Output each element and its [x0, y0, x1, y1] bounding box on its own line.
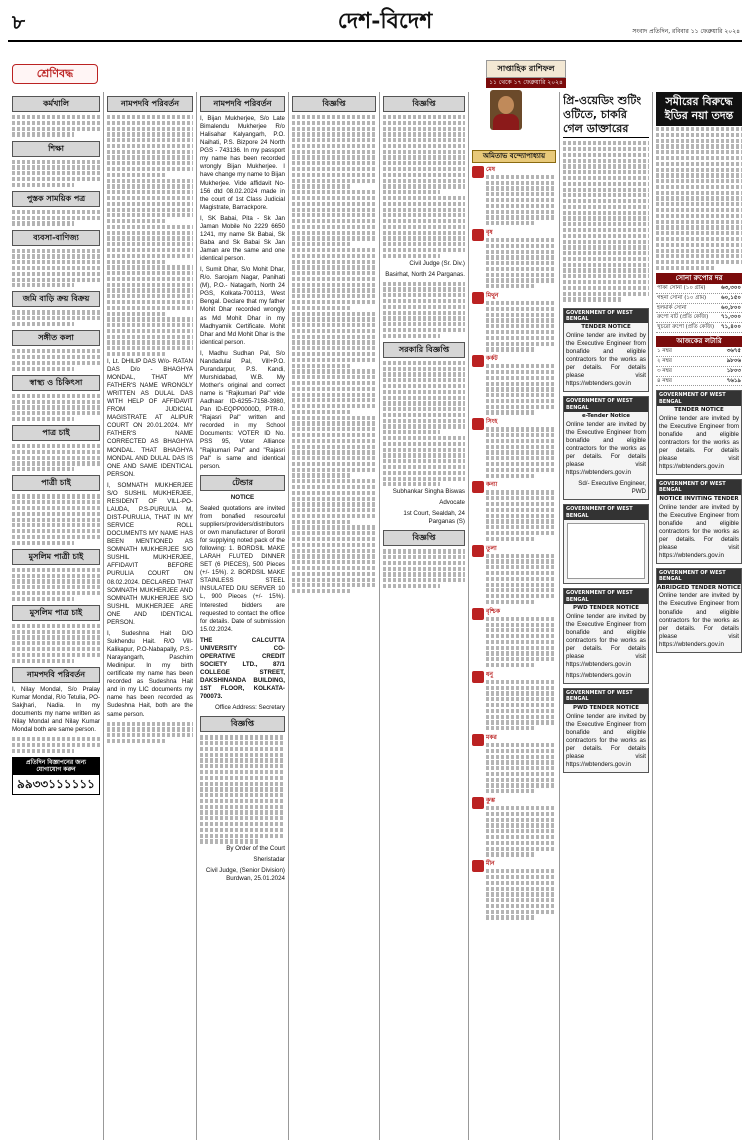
- table-row: [656, 347, 742, 357]
- column-rule: [288, 92, 289, 1140]
- zodiac-icon: [472, 481, 484, 493]
- govt-box-8: [656, 568, 742, 653]
- column-4: [292, 92, 376, 1140]
- zodiac-name: কন্যা: [486, 481, 498, 489]
- court-civil-judge: Civil Judge (Sr. Div.): [409, 259, 465, 267]
- column-rule: [103, 92, 104, 1140]
- zodiac-name: মিথুন: [486, 292, 499, 299]
- ad-sudeshna: I, Sudeshna Hait D/O Sukhendu Hait. R/O Vill-Kalikapur, P.O-Nabapally, P.S.-Narayangarh, Paschim Medinipur. In my birth certificate my name has been recorded as Sudeshna Hait and in my LIC documents my name has been recorded as Sudeshna Hait, both are the same person.: [107, 629, 193, 718]
- zodiac-icon: [472, 860, 484, 872]
- horoscope-entry: [472, 292, 556, 353]
- zodiac-icon: [472, 166, 484, 178]
- horoscope-entry: [472, 166, 556, 227]
- court-basirhat: Basirhat, North 24 Parganas.: [385, 270, 465, 278]
- govt-pwd-4: PWD TENDER NOTICE: [572, 604, 640, 611]
- zodiac-icon: [472, 671, 484, 683]
- row-label: ৪ নম্বর: [657, 377, 672, 384]
- astrologer-photo: [490, 90, 522, 130]
- govt-text-8: Online tender are invited by the Executive Engineer from bonafide and eligible contractors for the works as per details. For details please visit https://wbtenders.gov.in: [659, 592, 739, 648]
- govt-box-7: [656, 479, 742, 564]
- horoscope-list: [472, 166, 556, 922]
- masthead: [8, 8, 742, 42]
- govt-tender-6: TENDER NOTICE: [674, 406, 724, 413]
- zodiac-name: তুলা: [486, 544, 497, 552]
- horoscope-entry: [472, 545, 556, 606]
- govt-box-6: [656, 390, 742, 475]
- headline-preweding: প্রি-ওয়েডিং শুটিং ওটিতে, চাকরি গেল ডাক্তারের: [563, 92, 649, 138]
- govt-table: [567, 523, 645, 579]
- govt-text-1: Online tender are invited by the Executive Engineer from bonafide and eligible contractors for the works as per details. For details please visit https://wbtenders.gov.in: [566, 331, 646, 388]
- govt-box-3: [563, 504, 649, 584]
- section-business: ব্যবসা-বাণিজ্য: [12, 230, 100, 246]
- govt-url-4[interactable]: https://wbtenders.gov.in: [566, 672, 631, 680]
- zodiac-name: মকর: [486, 733, 497, 741]
- column-rule: [196, 92, 197, 1140]
- section-name-change-1: নামপদবি পরিবর্তন: [12, 667, 100, 683]
- horoscope-entry: [472, 481, 556, 542]
- section-notice-4: বিজ্ঞপ্তি: [292, 96, 376, 112]
- govt-text-6: Online tender are invited by the Executive Engineer from bonafide and eligible contractors for the works as per details. For details please visit https://wbtenders.gov.in: [659, 414, 739, 471]
- govt-header-6: GOVERNMENT OF WEST BENGAL: [657, 391, 741, 406]
- zodiac-icon: [472, 545, 484, 557]
- page-number: ৮: [12, 10, 25, 34]
- row-label: রুপো বাট (প্রতি কেজি): [657, 314, 709, 321]
- advocate-label: Advocate: [439, 499, 465, 507]
- zodiac-icon: [472, 797, 484, 809]
- table-row: [656, 284, 742, 294]
- zodiac-icon: [472, 608, 484, 620]
- column-rule: [379, 92, 380, 1140]
- row-value: ৭১,৩০০: [721, 314, 741, 321]
- govt-pwd-5: PWD TENDER NOTICE: [572, 704, 640, 711]
- table-row: [656, 357, 742, 367]
- zodiac-icon: [472, 355, 484, 367]
- govt-exec-2: Sd/- Executive Engineer, PWD: [578, 480, 646, 496]
- tender-text: Sealed quotations are invited from bonafied resourceful suppliers/providers/distributors or own manufacturer of Bororil for supplying noted pack of the following: 1. BORDSIL MAKE LARAH FLUTED DINNER SET (6 PIECES), 500 Pieces (+/- 15%). 2. BORDSIL MAKE STAINLESS STEEL INSULATED DIU SERVER 10 L, 900 Pieces (+/- 15%). Interested bidders are requested to contact the office for details. Date of submission 15.02.2024.: [200, 504, 285, 633]
- column-3: [200, 92, 285, 1140]
- row-value: ১৮০৩: [726, 367, 741, 374]
- govt-header-5: GOVERNMENT OF WEST BENGAL: [564, 689, 648, 704]
- ad-madhu: I, Madhu Sudhan Pal, S/o Nandadulal Pal, Vill+P.O. Purandarpur, P.S. Kandi, Murshidabad, W.B. My Mother's original and correct name is "Rajkumari Pal" vide Aadhaar ID-6255-7158-3980, Pan ID-EQPP0000D, PTR-0. "Rajasri Pal" written and recorded in my School Documents: VOTER ID No. PSS 95, Voter Alliance "Rajkumari Pal" and "Rajasri Pal" is same and identical person.: [200, 349, 285, 470]
- section-education: শিক্ষা: [12, 141, 100, 157]
- row-label: ১ নম্বর: [657, 347, 672, 354]
- section-notice-5: বিজ্ঞপ্তি: [383, 96, 465, 112]
- section-music: সঙ্গীত কলা: [12, 330, 100, 346]
- row-value: ৬০,৮০০: [721, 304, 741, 311]
- zodiac-name: কর্কট: [486, 355, 498, 363]
- ad-contact-phone: ৯৯৩৩১১১১১১: [17, 776, 95, 791]
- court-civil-judge-jr: Civil Judge, (Senior Division) Burdwan, 25.01.2024: [205, 867, 285, 883]
- section-court-notice: বিজ্ঞপ্তি: [383, 530, 465, 546]
- govt-text-7: Online tender are invited by the Executive Engineer from bonafide and eligible contractors for the works as per details. For details please visit https://wbtenders.gov.in: [659, 503, 739, 559]
- column-rule: [559, 92, 560, 1140]
- horoscope-entry: [472, 229, 556, 290]
- zodiac-name: বৃশ্চিক: [486, 607, 501, 615]
- column-5: [383, 92, 465, 1140]
- section-name-change-2: নামপদবি পরিবর্তন: [107, 96, 193, 112]
- govt-header-8: GOVERNMENT OF WEST BENGAL: [657, 569, 741, 584]
- gold-title: সোনা রুপোর দর: [656, 273, 742, 284]
- section-groom: পাত্র চাই: [12, 425, 100, 441]
- column-8: [656, 92, 742, 1140]
- society-name: THE CALCUTTA UNIVERSITY CO-OPERATIVE CREDIT SOCIETY LTD., 87/1 COLLEGE STREET, DAKSHINANDA BUILDING, 1ST FLOOR, KOLKATA-700073.: [200, 636, 285, 701]
- section-name-change-3: নামপদবি পরিবর্তন: [200, 96, 285, 112]
- ad-contact-label: প্রতিদিন বিজ্ঞাপনের জন্য যোগাযোগ করুন: [13, 758, 99, 775]
- row-value: ৬৩,৩০০: [721, 284, 741, 291]
- zodiac-name: ধনু: [486, 670, 493, 678]
- table-row: [656, 313, 742, 323]
- column-7: [563, 92, 649, 1140]
- zodiac-name: মীন: [486, 860, 495, 868]
- zodiac-icon: [472, 229, 484, 241]
- ad-somnath: I, SOMNATH MUKHERJEE S/O SUSHIL MUKHERJEE, RESIDENT OF VILL-PO-LAUDA, P.S-PURULIA M, DIST-PURULIA, THAT IN MY SERVICE ROLL DOCUMENTS MY NAME HAS BEEN MENTIONED AS SOMNATH MUKHERJEE S/O SUSHIL MUKHERJEE, AFFIDAVIT BEFORE PURULIA COURT ON 08.02.2024. DECLARED THAT SOMNATH MUKHERJEE AND SOMNATH MUKHERJEE S/O SUSHIL MUKHERJEE ARE ONE AND IDENTICAL PERSON.: [107, 481, 193, 626]
- ad-bijan: I, Bijan Mukherjee, S/o Late Bimalendu Mukherjee R/o Halisahar Kalyangarh, P.O. Naihati, P.S. Bizpore 24 North PGS - 743136. In my passport my name has been recorded wrongly Bijan Mukherjee. I have change my name to Bijan Mukherjee. Vide affidavit No-156 dtd 08.02.2024 made in the court of 1st Class Judicial Magistrate, Barrackpore.: [200, 115, 285, 211]
- govt-header-2: GOVERNMENT OF WEST BENGAL: [564, 397, 648, 412]
- govt-etender: e-Tender Notice: [581, 412, 631, 419]
- govt-abridged-8: ABRIDGED TENDER NOTICE: [657, 584, 741, 591]
- govt-header-4: GOVERNMENT OF WEST BENGAL: [564, 589, 648, 604]
- row-label: গহনা সোনা (১০ গ্রাম): [657, 294, 707, 301]
- society-secy: Office Address: Secretary: [214, 704, 285, 712]
- table-row: [656, 323, 742, 333]
- section-muslim-bride: মুসলিম পাত্রী চাই: [12, 549, 100, 565]
- advocate-name: Subhankar Singha Biswas: [392, 488, 465, 496]
- govt-header-1: GOVERNMENT OF WEST BENGAL: [564, 309, 648, 324]
- ad-dilip: I, Lt. DHILIP DAS W/o- RATAN DAS D/o - BHAGHYA MONDAL, THAT MY FATHER'S NAME WRONGLY WRITTEN AS DULAL DAS WITH HELP OF AFFIDAVIT FROM JUDICIAL MAGISTRATE AT ALIPUR COURT ON 20.01.2024. MY FATHER'S NAME CORRECTED AS BHAGHYA MONDAL. THAT BHAGHYA MONDAL AND DULAL DAS IS ONE AND SAME IDENTICAL PERSON.: [107, 357, 193, 478]
- zodiac-name: সিংহ: [486, 418, 498, 426]
- zodiac-name: বৃষ: [486, 228, 493, 236]
- column-6: [472, 150, 556, 1140]
- govt-text-5: Online tender are invited by the Executive Engineer from bonafide and eligible contractors for the works as per details. For details please visit https://wbtenders.gov.in: [566, 712, 646, 768]
- lottery-table: [656, 347, 742, 387]
- horoscope-week: ১১ থেকে ১৭ ফেব্রুয়ারি ২০২৪: [486, 78, 566, 88]
- govt-text-2: Online tender are invited by the Executive Engineer from bonafide and eligible contractors for the works as per details. For details please visit https://wbtenders.gov.in: [566, 420, 646, 477]
- section-health: স্বাস্থ্য ও চিকিৎসা: [12, 375, 100, 391]
- horoscope-entry: [472, 608, 556, 669]
- row-value: ৯৮০৬: [726, 357, 741, 364]
- horoscope-entry: [472, 734, 556, 795]
- horoscope-entry: [472, 418, 556, 479]
- section-muslim-groom: মুসলিম পাত্র চাই: [12, 605, 100, 621]
- astrologer-name: অমিতাভ বন্দ্যোপাধ্যায়: [472, 150, 556, 163]
- table-row: [656, 304, 742, 314]
- govt-box-5: [563, 688, 649, 773]
- govt-header-3: GOVERNMENT OF WEST BENGAL: [564, 505, 648, 520]
- court-sheristadar: Sheristadar: [253, 856, 285, 864]
- bullion-table: [656, 284, 742, 333]
- row-label: ২ নম্বর: [657, 357, 672, 364]
- column-2: [107, 92, 193, 1140]
- horoscope-title: সাপ্তাহিক রাশিফল: [486, 60, 566, 78]
- zodiac-icon: [472, 418, 484, 430]
- govt-nit-7: NOTICE INVITING TENDER: [659, 495, 739, 502]
- horoscope-entry: [472, 671, 556, 732]
- row-label: পাকা সোনা (১০ গ্রাম): [657, 284, 706, 291]
- classified-banner: শ্রেণিবদ্ধ: [12, 64, 98, 84]
- row-value: ৩৬৭৫: [726, 347, 741, 354]
- row-value: ৬০,১৫০: [721, 294, 741, 301]
- tender-title: NOTICE: [230, 493, 255, 501]
- column-rule: [652, 92, 653, 1140]
- row-label: হলমার্ক সোনা: [657, 304, 687, 311]
- column-rule: [468, 92, 469, 1140]
- table-row: [656, 367, 742, 377]
- section-jobs: কর্মখালি: [12, 96, 100, 112]
- column-1: [12, 92, 100, 1140]
- govt-box-1: [563, 308, 649, 393]
- table-row: [656, 294, 742, 304]
- table-row: [656, 377, 742, 387]
- row-label: ৩ নম্বর: [657, 367, 672, 374]
- govt-text-4: Online tender are invited by the Executive Engineer from bonafide and eligible contractors for the works as per details. For details please visit https://wbtenders.gov.in: [566, 612, 646, 669]
- horoscope-entry: [472, 860, 556, 921]
- masthead-rule: [8, 40, 742, 42]
- row-value: ৭৬১৯: [726, 377, 741, 384]
- ad-sumit: I, Sumit Dhar, S/o Mohit Dhar, R/o. Sarojam Nagar, Panihati (M), P.O.- Natagarh, North 24 PGS, Kolkata-700113, West Bengal. Declare that my father Mohit Dhar recorded wrongly as Md Mohit Dhar in my Madhyamik Certificate. Mohit Dhar and Md Mohit Dhar is the identical person.: [200, 266, 285, 346]
- horoscope-entry: [472, 355, 556, 416]
- ad-nilay: I, Nilay Mondal, S/o Pralay Kumar Mondal, R/o Tetulia, PO-Sakjhari, Nadia. In my documents my name written as Nilay Mondal and Nilay Kumar Mondal both are same person.: [12, 685, 100, 734]
- section-notice-3: বিজ্ঞপ্তি: [200, 716, 285, 732]
- section-govt-notice: সরকারি বিজ্ঞপ্তি: [383, 342, 465, 358]
- court-sealdah: 1st Court, Sealdah, 24 Parganas (S): [403, 510, 465, 526]
- govt-box-4: [563, 588, 649, 684]
- court-by-order: By Order of the Court: [226, 845, 285, 853]
- govt-header-7: GOVERNMENT OF WEST BENGAL: [657, 480, 741, 495]
- lottery-title: আজকের লটারি: [656, 336, 742, 347]
- zodiac-icon: [472, 292, 484, 304]
- ad-sk-babai: I, SK Babai, Pita - Sk Jan Jaman Mobile No 2229 6650 1241, my name Sk Babai, Sk Baba and Sk Babai Sk Jan Jaman are the same and one identical person.: [200, 214, 285, 263]
- section-land: জমি বাড়ি ক্রয় বিক্রয়: [12, 291, 100, 307]
- zodiac-name: কুম্ভ: [486, 797, 495, 804]
- horoscope-entry: [472, 797, 556, 858]
- govt-tender-1: TENDER NOTICE: [581, 324, 631, 331]
- row-label: খুচরো রুপো (প্রতি কেজি): [657, 324, 715, 331]
- zodiac-icon: [472, 734, 484, 746]
- row-value: ৭১,৪০০: [721, 324, 741, 331]
- section-tender: টেন্ডার: [200, 475, 285, 491]
- section-books: পুস্তক সাময়িক পত্র: [12, 191, 100, 207]
- ad-contact-box: [12, 757, 100, 795]
- headline-ed: সমীরের বিরুদ্ধে ইডির নয়া তদন্ত: [656, 92, 742, 126]
- zodiac-name: মেষ: [486, 165, 496, 173]
- section-bride: পাত্রী চাই: [12, 475, 100, 491]
- govt-box-2: [563, 396, 649, 500]
- page-title: দেশ-বিদেশ: [337, 8, 433, 34]
- date-line: সংবাদ প্রতিদিন, রবিবার ১১ ফেব্রুয়ারি ২০২৪: [632, 28, 740, 35]
